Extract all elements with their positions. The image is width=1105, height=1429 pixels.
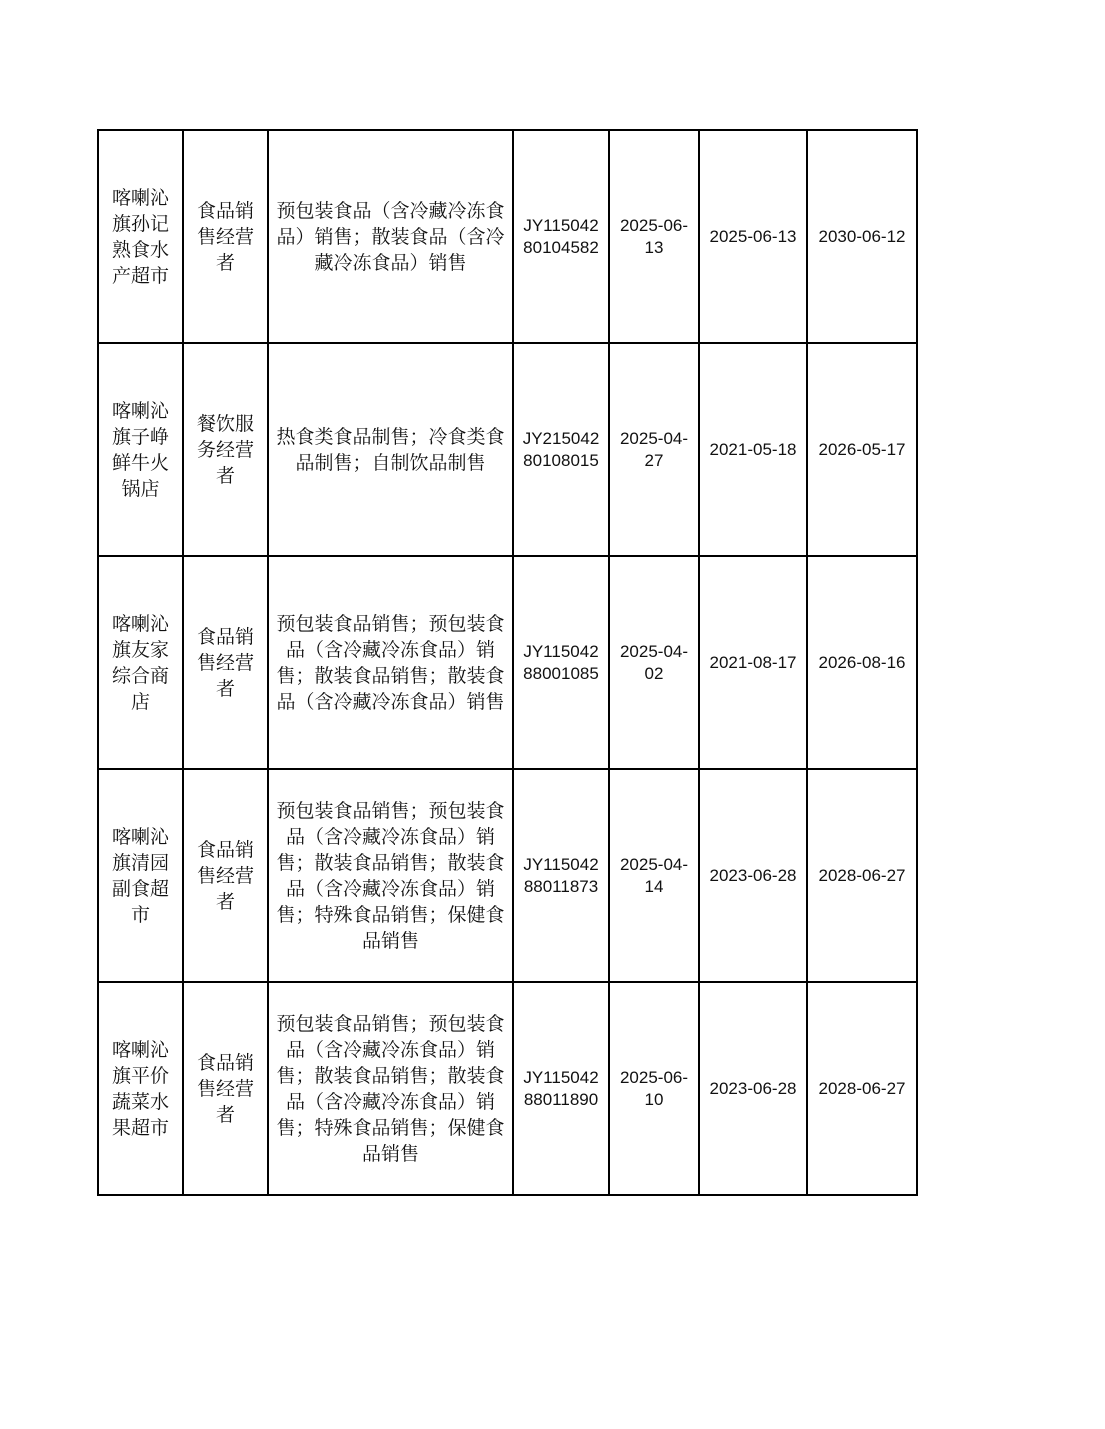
- table-row: [98, 130, 917, 343]
- valid-from-date: 2025-06-13: [709, 226, 797, 246]
- business-scope-cell: [268, 556, 513, 769]
- license-number-cell: [513, 769, 609, 982]
- operator-type-cell: [183, 556, 268, 769]
- business-name: 喀喇沁旗子峥鲜牛火锅店: [111, 399, 169, 500]
- valid-to-cell: [807, 769, 917, 982]
- valid-from-cell: [699, 130, 807, 343]
- valid-to-date: 2028-06-27: [818, 1078, 906, 1098]
- valid-from-cell: [699, 769, 807, 982]
- operator-type-cell: [183, 769, 268, 982]
- valid-to-date: 2026-08-16: [818, 652, 906, 672]
- license-number-cell: [513, 556, 609, 769]
- license-number-cell: [513, 982, 609, 1195]
- license-number: JY21504280108015: [522, 428, 600, 470]
- issue-date: 2025-04-27: [619, 428, 689, 470]
- business-scope: 热食类食品制售；冷食类食品制售；自制饮品制售: [276, 425, 505, 474]
- issue-date-cell: [609, 130, 699, 343]
- issue-date-cell: [609, 769, 699, 982]
- business-scope: 预包装食品销售；预包装食品（含冷藏冷冻食品）销售；散装食品销售；散装食品（含冷藏冷冻食品）销售；特殊食品销售；保健食品销售: [276, 1012, 505, 1165]
- valid-to-date: 2030-06-12: [818, 226, 906, 246]
- operator-type-cell: [183, 130, 268, 343]
- operator-type-cell: [183, 982, 268, 1195]
- business-scope: 预包装食品销售；预包装食品（含冷藏冷冻食品）销售；散装食品销售；散装食品（含冷藏冷冻食品）销售；特殊食品销售；保健食品销售: [276, 799, 505, 952]
- table-row: [98, 556, 917, 769]
- issue-date-cell: [609, 982, 699, 1195]
- operator-type: 食品销售经营者: [196, 199, 254, 274]
- license-number: JY11504288001085: [523, 641, 599, 683]
- license-number-cell: [513, 343, 609, 556]
- business-name-cell: [98, 769, 183, 982]
- business-scope-cell: [268, 769, 513, 982]
- valid-from-cell: [699, 556, 807, 769]
- business-name-cell: [98, 982, 183, 1195]
- operator-type: 食品销售经营者: [196, 838, 254, 913]
- operator-type: 食品销售经营者: [196, 1051, 254, 1126]
- operator-type: 餐饮服务经营者: [196, 412, 254, 487]
- license-table: [97, 129, 918, 1196]
- business-scope-cell: [268, 343, 513, 556]
- business-scope: 预包装食品（含冷藏冷冻食品）销售；散装食品（含冷藏冷冻食品）销售: [276, 199, 505, 274]
- valid-from-cell: [699, 343, 807, 556]
- issue-date: 2025-04-02: [619, 641, 689, 683]
- valid-from-cell: [699, 982, 807, 1195]
- issue-date: 2025-06-13: [619, 215, 689, 257]
- business-name-cell: [98, 556, 183, 769]
- valid-to-cell: [807, 130, 917, 343]
- license-number: JY11504288011890: [523, 1067, 599, 1109]
- business-scope-cell: [268, 130, 513, 343]
- issue-date-cell: [609, 556, 699, 769]
- issue-date: 2025-06-10: [619, 1067, 689, 1109]
- business-name-cell: [98, 343, 183, 556]
- business-name: 喀喇沁旗孙记熟食水产超市: [111, 186, 169, 287]
- business-name: 喀喇沁旗平价蔬菜水果超市: [111, 1038, 169, 1139]
- valid-from-date: 2021-08-17: [709, 652, 797, 672]
- license-number: JY11504280104582: [523, 215, 599, 257]
- license-number: JY11504288011873: [523, 854, 599, 896]
- operator-type-cell: [183, 343, 268, 556]
- valid-from-date: 2021-05-18: [709, 439, 797, 459]
- business-name: 喀喇沁旗友家综合商店: [111, 612, 169, 713]
- business-name: 喀喇沁旗清园副食超市: [111, 825, 169, 926]
- valid-to-date: 2028-06-27: [818, 865, 906, 885]
- business-scope-cell: [268, 982, 513, 1195]
- valid-from-date: 2023-06-28: [709, 865, 797, 885]
- valid-to-cell: [807, 556, 917, 769]
- business-name-cell: [98, 130, 183, 343]
- valid-to-date: 2026-05-17: [818, 439, 906, 459]
- business-scope: 预包装食品销售；预包装食品（含冷藏冷冻食品）销售；散装食品销售；散装食品（含冷藏冷冻食品）销售: [276, 612, 505, 713]
- table-row: [98, 769, 917, 982]
- license-number-cell: [513, 130, 609, 343]
- table-row: [98, 343, 917, 556]
- valid-to-cell: [807, 343, 917, 556]
- issue-date-cell: [609, 343, 699, 556]
- valid-from-date: 2023-06-28: [709, 1078, 797, 1098]
- valid-to-cell: [807, 982, 917, 1195]
- table-row: [98, 982, 917, 1195]
- operator-type: 食品销售经营者: [196, 625, 254, 700]
- issue-date: 2025-04-14: [619, 854, 689, 896]
